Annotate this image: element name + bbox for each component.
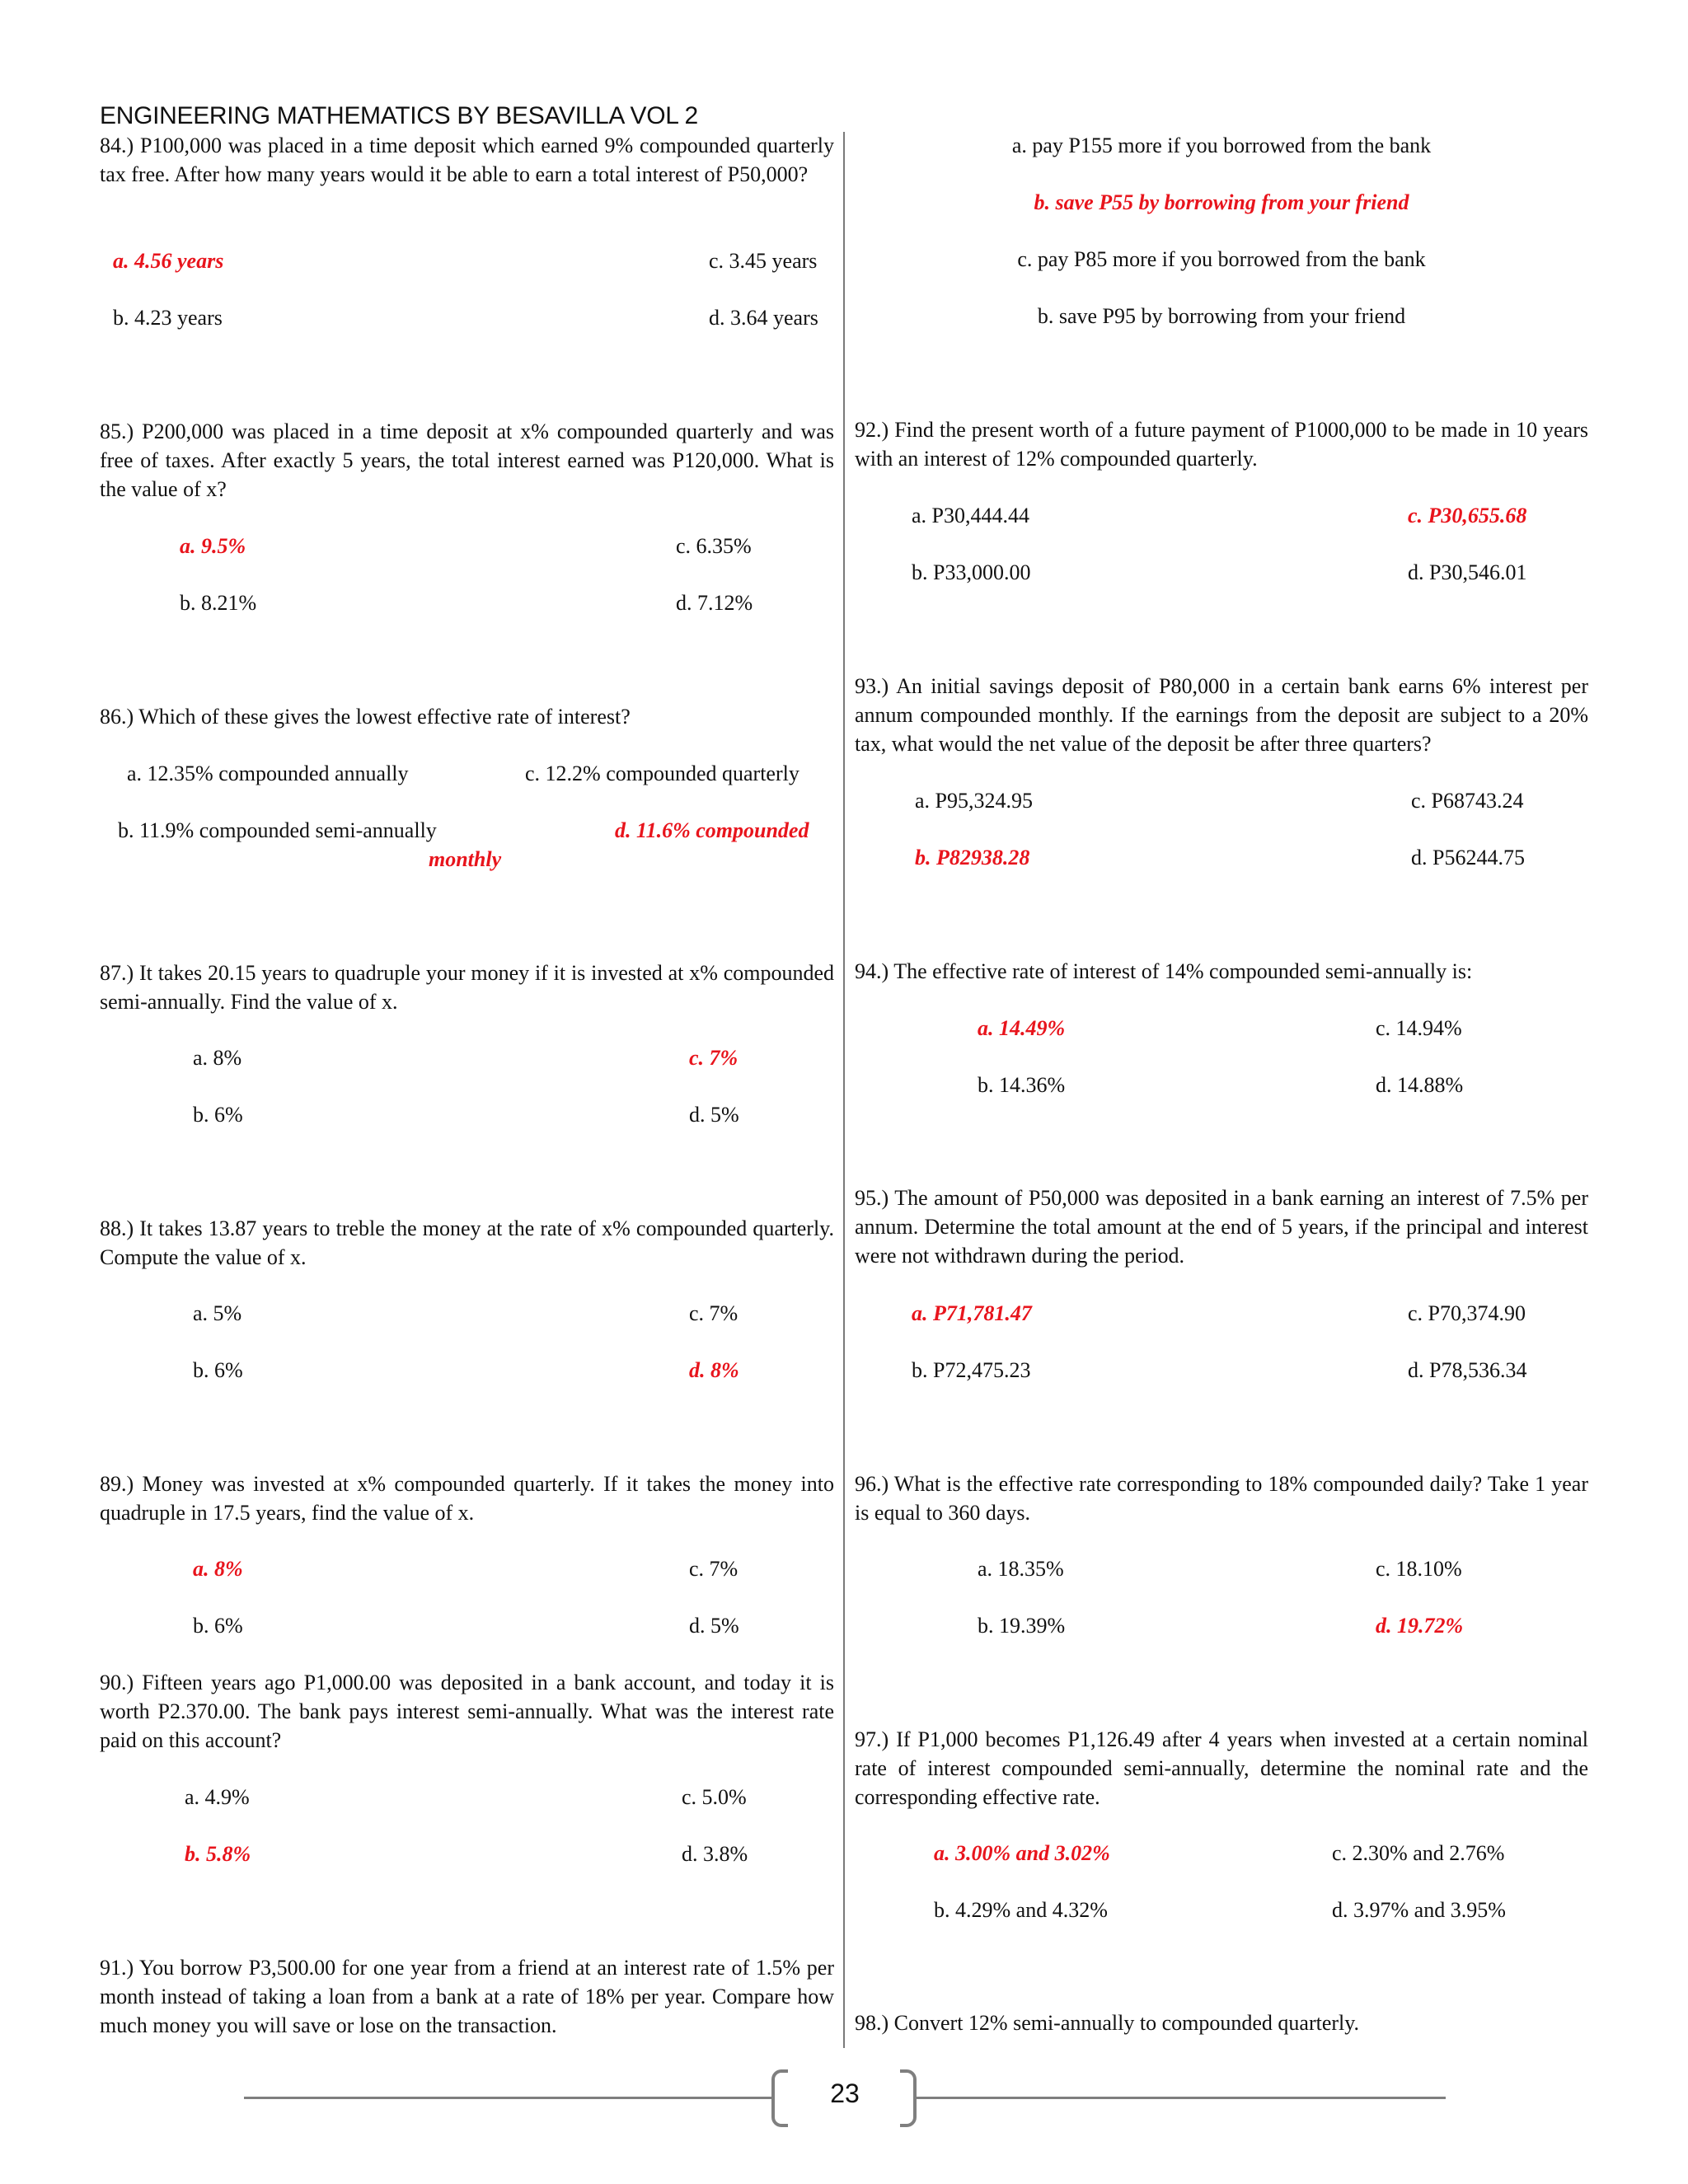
question-84-option-d: d. 3.64 years	[709, 306, 818, 330]
question-92-option-b: b. P33,000.00	[912, 560, 1031, 584]
question-94-option-c: c. 14.94%	[1376, 1016, 1462, 1040]
question-86-text: 86.) Which of these gives the lowest effective rate of interest?	[100, 705, 631, 729]
page-header-title: ENGINEERING MATHEMATICS BY BESAVILLA VOL 2	[100, 102, 698, 129]
question-98-text: 98.) Convert 12% semi-annually to compounded quarterly.	[855, 2011, 1360, 2035]
question-94-option-b: b. 14.36%	[978, 1073, 1066, 1097]
question-89-option-a: a. 8%	[193, 1557, 243, 1581]
question-96-option-c: c. 18.10%	[1376, 1557, 1462, 1581]
question-85-text: 85.) P200,000 was placed in a time deposit at x% compounded quarterly and was free of taxes. After exactly 5 years, the total interest earned was P120,000. What is the value of x?	[100, 419, 834, 501]
question-86-option-d-continued: monthly	[429, 847, 502, 871]
question-94-option-a: a. 14.49%	[978, 1016, 1066, 1040]
footer-rule-left	[244, 2097, 773, 2099]
question-88-option-c: c. 7%	[689, 1301, 738, 1325]
question-90-text: 90.) Fifteen years ago P1,000.00 was deposited in a bank account, and today it is worth P2.370.00. The bank pays interest semi-annually. What was the interest rate paid on this account?	[100, 1671, 834, 1752]
question-92-option-d: d. P30,546.01	[1408, 560, 1527, 584]
question-97-option-b: b. 4.29% and 4.32%	[934, 1898, 1108, 1922]
question-91-option-d: b. save P95 by borrowing from your friend	[1037, 304, 1406, 328]
question-96-option-a: a. 18.35%	[978, 1557, 1064, 1581]
question-95-option-a: a. P71,781.47	[912, 1301, 1032, 1325]
question-86-option-c: c. 12.2% compounded quarterly	[525, 762, 799, 785]
question-89-option-b: b. 6%	[193, 1614, 243, 1638]
question-92-option-a: a. P30,444.44	[912, 504, 1029, 527]
question-93-text: 93.) An initial savings deposit of P80,000 in a certain bank earns 6% interest per annum compounded monthly. If the earnings from the deposit are subject to a 20% tax, what would the net value of the deposit be after three quarters?	[855, 674, 1588, 756]
question-93-option-b: b. P82938.28	[915, 846, 1030, 869]
question-91-text: 91.) You borrow P3,500.00 for one year from a friend at an interest rate of 1.5% per month instead of taking a loan from a bank at a rate of 18% per year. Compare how much money you will save or lose on the transaction.	[100, 1956, 834, 2037]
question-85-option-b: b. 8.21%	[180, 591, 257, 615]
question-97-option-d: d. 3.97% and 3.95%	[1332, 1898, 1506, 1922]
question-97-text: 97.) If P1,000 becomes P1,126.49 after 4 years when invested at a certain nominal rate of interest compounded semi-annually, determine the nominal rate and the corresponding effective rate.	[855, 1727, 1588, 1809]
question-95-option-c: c. P70,374.90	[1408, 1301, 1526, 1325]
question-87-option-b: b. 6%	[193, 1103, 243, 1127]
question-88-option-a: a. 5%	[193, 1301, 242, 1325]
question-89-option-c: c. 7%	[689, 1557, 738, 1581]
question-95-text: 95.) The amount of P50,000 was deposited in a bank earning an interest of 7.5% per annum. Determine the total amount at the end of 5 years, if the principal and interest were not withdrawn during the period.	[855, 1186, 1588, 1268]
question-90-option-a: a. 4.9%	[185, 1785, 250, 1809]
question-88-option-b: b. 6%	[193, 1358, 243, 1382]
question-85-option-c: c. 6.35%	[676, 534, 752, 558]
question-85-option-d: d. 7.12%	[676, 591, 753, 615]
question-97-option-c: c. 2.30% and 2.76%	[1332, 1841, 1505, 1865]
question-84-option-b: b. 4.23 years	[113, 306, 223, 330]
question-92-text: 92.) Find the present worth of a future payment of P1000,000 to be made in 10 years with an interest of 12% compounded quarterly.	[855, 418, 1588, 471]
question-85-option-a: a. 9.5%	[180, 534, 246, 558]
question-96-option-b: b. 19.39%	[978, 1614, 1066, 1638]
question-96-text: 96.) What is the effective rate corresponding to 18% compounded daily? Take 1 year is equal to 360 days.	[855, 1472, 1588, 1525]
question-86-option-b: b. 11.9% compounded semi-annually	[118, 818, 437, 842]
question-89-text: 89.) Money was invested at x% compounded quarterly. If it takes the money into quadruple in 17.5 years, find the value of x.	[100, 1472, 834, 1525]
question-91-option-c: c. pay P85 more if you borrowed from the bank	[1017, 247, 1426, 271]
left-bracket-icon	[771, 2069, 788, 2127]
question-93-option-c: c. P68743.24	[1411, 789, 1524, 813]
question-89-option-d: d. 5%	[689, 1614, 739, 1638]
question-90-option-c: c. 5.0%	[682, 1785, 747, 1809]
question-94-text: 94.) The effective rate of interest of 14% compounded semi-annually is:	[855, 959, 1473, 983]
question-87-text: 87.) It takes 20.15 years to quadruple your money if it is invested at x% compounded semi-annually. Find the value of x.	[100, 961, 834, 1014]
question-84-option-c: c. 3.45 years	[709, 249, 818, 273]
question-91-option-a: a. pay P155 more if you borrowed from the bank	[1011, 134, 1432, 157]
column-divider	[843, 132, 845, 2048]
question-88-option-d: d. 8%	[689, 1358, 739, 1382]
question-90-option-b: b. 5.8%	[185, 1842, 251, 1866]
question-95-option-d: d. P78,536.34	[1408, 1358, 1527, 1382]
footer-rule-right	[915, 2097, 1446, 2099]
question-87-option-a: a. 8%	[193, 1046, 242, 1070]
question-88-text: 88.) It takes 13.87 years to treble the money at the rate of x% compounded quarterly. Compute the value of x.	[100, 1216, 834, 1269]
right-bracket-icon	[900, 2069, 917, 2127]
question-94-option-d: d. 14.88%	[1376, 1073, 1464, 1097]
question-90-option-d: d. 3.8%	[682, 1842, 748, 1866]
question-91-option-b: b. save P55 by borrowing from your friend	[1034, 190, 1409, 214]
question-84-option-a: a. 4.56 years	[113, 249, 224, 273]
question-95-option-b: b. P72,475.23	[912, 1358, 1031, 1382]
question-84-text: 84.) P100,000 was placed in a time deposit which earned 9% compounded quarterly tax free. After how many years would it be able to earn a total interest of P50,000?	[100, 134, 834, 186]
question-86-option-a: a. 12.35% compounded annually	[127, 762, 409, 785]
question-86-option-d: d. 11.6% compounded	[615, 818, 809, 842]
question-93-option-a: a. P95,324.95	[915, 789, 1033, 813]
question-93-option-d: d. P56244.75	[1411, 846, 1525, 869]
question-96-option-d: d. 19.72%	[1376, 1614, 1464, 1638]
question-87-option-d: d. 5%	[689, 1103, 739, 1127]
question-92-option-c: c. P30,655.68	[1408, 504, 1527, 527]
question-87-option-c: c. 7%	[689, 1046, 738, 1070]
page-number: 23	[830, 2079, 860, 2108]
question-97-option-a: a. 3.00% and 3.02%	[934, 1841, 1110, 1865]
